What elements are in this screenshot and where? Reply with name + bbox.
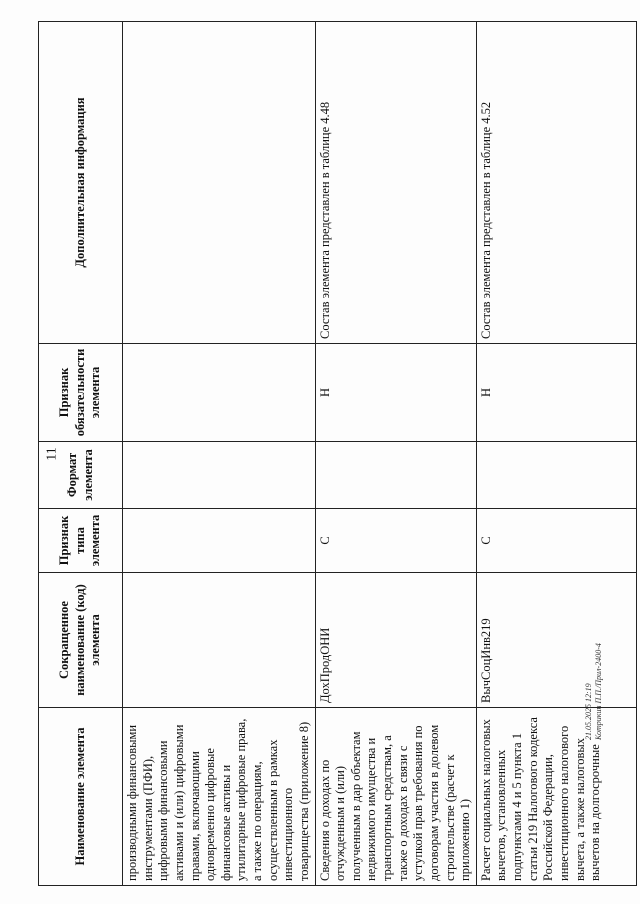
- cell-additional-info: Состав элемента представлен в таблице 4.52: [476, 22, 636, 344]
- cell-short-name: [123, 573, 316, 708]
- cell-type-flag: С: [476, 509, 636, 573]
- header-required-flag: Признак обязательности элемента: [39, 344, 123, 442]
- header-element-name: Наименование элемента: [39, 708, 123, 886]
- cell-format: [315, 442, 476, 509]
- header-additional-info: Дополнительная информация: [39, 22, 123, 344]
- header-format: Формат элемента: [39, 442, 123, 509]
- cell-required-flag: Н: [476, 344, 636, 442]
- cell-element-name: Расчет социальных налоговых вычетов, установленных подпунктами 4 и 5 пункта 1 статьи 219 Налогового кодекса Российской Федерации, инвестиционного налогового вычета, а также налоговых вычетов на долгосрочные: [476, 708, 636, 886]
- elements-table: [38, 21, 637, 886]
- cell-additional-info: Состав элемента представлен в таблице 4.48: [315, 22, 476, 344]
- cell-type-flag: С: [315, 509, 476, 573]
- table-row: [476, 22, 636, 886]
- header-type-flag: Признак типа элемента: [39, 509, 123, 573]
- cell-format: [123, 442, 316, 509]
- table-row: [315, 22, 476, 886]
- header-short-name: Сокращенное наименование (код) элемента: [39, 573, 123, 708]
- table-row: [123, 22, 316, 886]
- cell-format: [476, 442, 636, 509]
- stamp-date: 21.05.2025 12:19: [584, 683, 593, 740]
- cell-element-name: Сведения о доходах по отчужденным и (или) полученным в дар объектам недвижимого имущества и транспортным средствам, а также о доходах в связи с уступкой прав требования по договорам участия в долевом строительстве (расчет к приложению 1): [315, 708, 476, 886]
- cell-short-name: ВычСоцИнв219: [476, 573, 636, 708]
- cell-element-name: производными финансовыми инструментами (ПФИ), цифровыми финансовыми активами и (или) цифровыми правами, включающими одновременно цифровые финансовые активы и утилитарные цифровые права, а также по операциям, осуществленным в рамках инвестиционного товарищества (приложение 8): [123, 708, 316, 886]
- cell-required-flag: [123, 344, 316, 442]
- page-number: 11: [44, 447, 60, 461]
- cell-required-flag: Н: [315, 344, 476, 442]
- cell-additional-info: [123, 22, 316, 344]
- registration-stamp: [584, 590, 604, 740]
- cell-type-flag: [123, 509, 316, 573]
- stamp-code: Котрикин П.П./Прил-2400-4: [594, 643, 603, 740]
- cell-short-name: ДохПродОНИ: [315, 573, 476, 708]
